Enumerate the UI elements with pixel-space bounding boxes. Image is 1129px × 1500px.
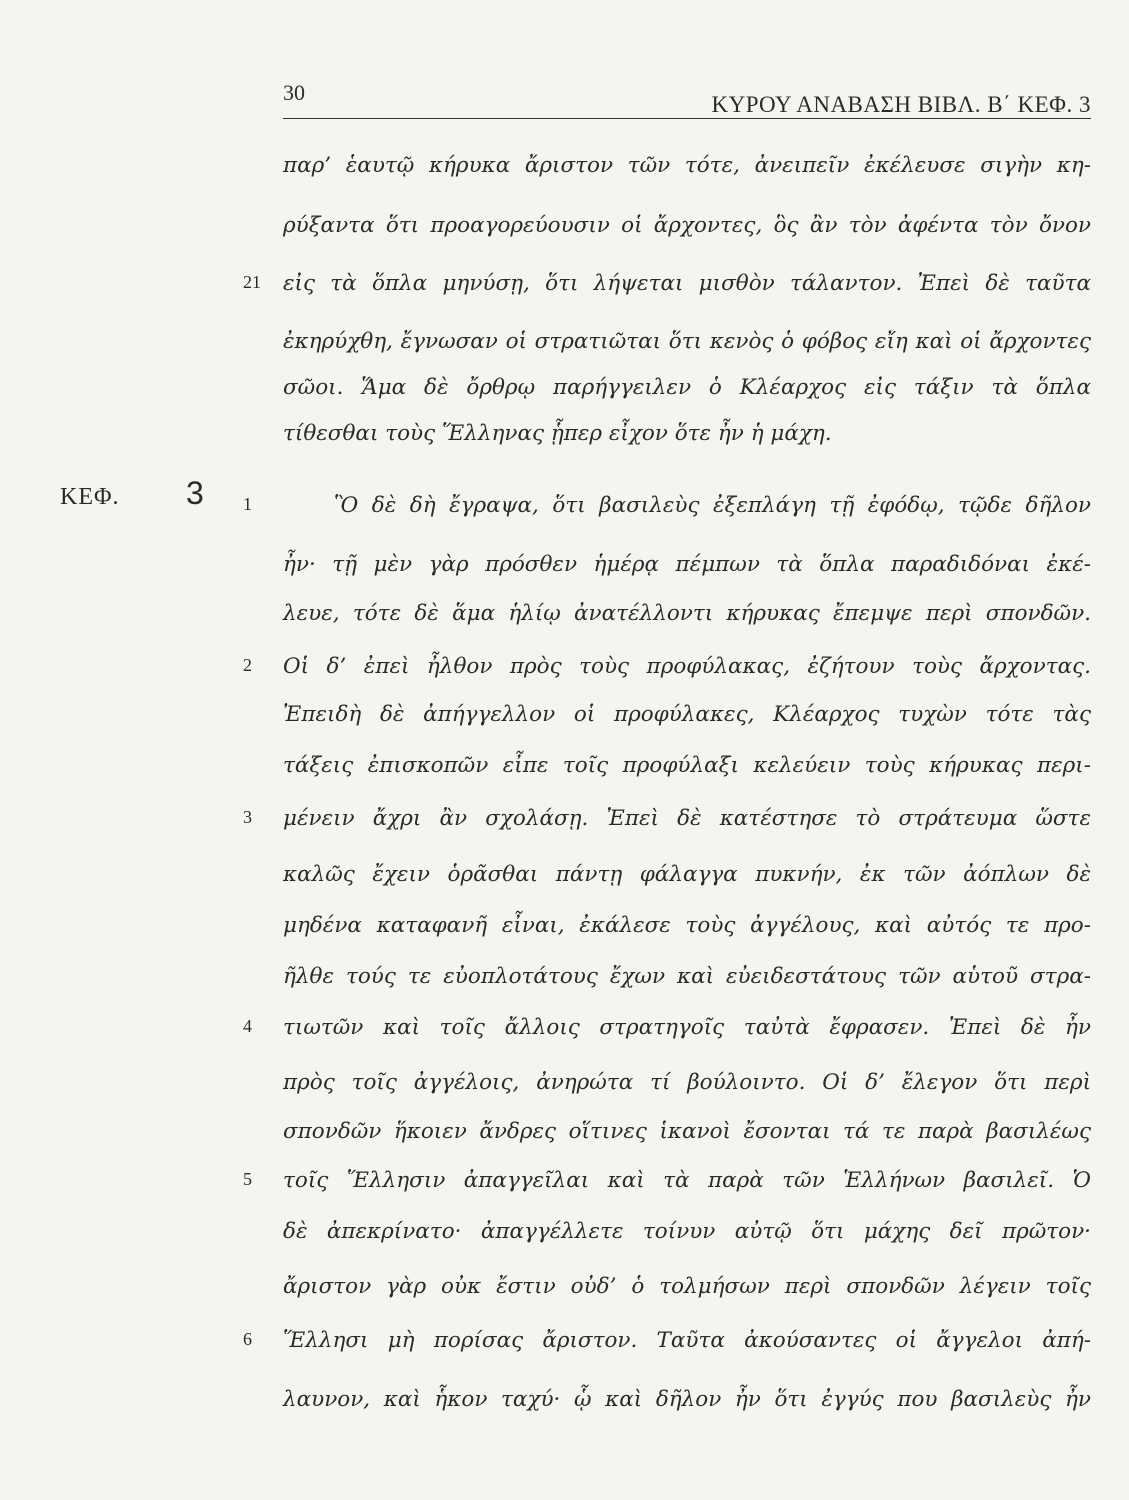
section-number: 6: [243, 1329, 252, 1349]
text-line: [0, 1380, 1129, 1420]
text-line: [0, 855, 1129, 895]
line-text: ρύξαντα ὅτι προαγορεύουσιν οἱ ἄρχοντες, ὃς ἂν τὸν ἀφέντα τὸν ὄνον: [283, 213, 1091, 238]
page-number: 30: [283, 80, 305, 105]
text-line: [0, 322, 1129, 362]
text-line: [0, 1063, 1129, 1103]
text-line: [0, 414, 1129, 454]
line-text: ἦν· τῇ μὲν γὰρ πρόσθεν ἡμέρᾳ πέμπων τὰ ὅπλα παραδιδόναι ἐκέ-: [283, 552, 1091, 577]
text-line: [0, 1112, 1129, 1152]
line-text: τίθεσθαι τοὺς Ἕλληνας ᾗπερ εἶχον ὅτε ἦν ἡ μάχη.: [283, 421, 832, 446]
running-head: ΚΥΡΟΥ ΑΝΑΒΑΣΗ ΒΙΒΛ. Β΄ ΚΕΦ. 3: [711, 92, 1091, 117]
text-line: [0, 368, 1129, 408]
text-line: [0, 957, 1129, 997]
line-text: Ὃ δὲ δὴ ἔγραψα, ὅτι βασιλεὺς ἐξεπλάγη τῇ ἐφόδῳ, τῷδε δῆλον: [334, 493, 1091, 518]
line-text: σπονδῶν ἥκοιεν ἄνδρες οἵτινες ἱκανοὶ ἔσονται τά τε παρὰ βασιλέως: [283, 1119, 1091, 1144]
text-line: [0, 1321, 1129, 1361]
text-line: [0, 1161, 1129, 1201]
text-line: [0, 1212, 1129, 1252]
text-line: [0, 545, 1129, 585]
chapter-number: 3: [186, 475, 204, 511]
page-header: [283, 78, 1091, 119]
text-line: [0, 206, 1129, 246]
line-text: λαυνον, καὶ ἧκον ταχύ· ᾧ καὶ δῆλον ἦν ὅτι ἐγγύς που βασιλεὺς ἦν: [283, 1387, 1091, 1412]
line-text: καλῶς ἔχειν ὁρᾶσθαι πάντῃ φάλαγγα πυκνήν, ἐκ τῶν ἀόπλων δὲ: [283, 862, 1091, 887]
section-number: 4: [243, 1016, 252, 1036]
text-line: [0, 799, 1129, 839]
text-line: [0, 486, 1129, 526]
text-line: [0, 647, 1129, 687]
text-line: [0, 264, 1129, 304]
section-number: 3: [243, 807, 252, 827]
line-text: Ἐπειδὴ δὲ ἀπήγγελλον οἱ προφύλακες, Κλέαρχος τυχὼν τότε τὰς: [283, 702, 1091, 727]
text-line: [0, 146, 1129, 186]
line-text: ἄριστον γὰρ οὐκ ἔστιν οὐδ’ ὁ τολμήσων περὶ σπονδῶν λέγειν τοῖς: [283, 1274, 1091, 1299]
chapter-label: ΚΕΦ.: [60, 484, 120, 510]
line-text: μένειν ἄχρι ἂν σχολάσῃ. Ἐπεὶ δὲ κατέστησε τὸ στράτευμα ὥστε: [283, 806, 1091, 831]
text-line: [0, 1267, 1129, 1307]
section-number: 21: [243, 272, 261, 292]
text-line: [0, 746, 1129, 786]
line-text: πρὸς τοῖς ἀγγέλοις, ἀνηρώτα τί βούλοιντο. Οἱ δ’ ἔλεγον ὅτι περὶ: [283, 1070, 1091, 1095]
line-text: δὲ ἀπεκρίνατο· ἀπαγγέλλετε τοίνυν αὐτῷ ὅτι μάχης δεῖ πρῶτον·: [283, 1219, 1091, 1244]
line-text: λευε, τότε δὲ ἅμα ἡλίῳ ἀνατέλλοντι κήρυκας ἔπεμψε περὶ σπονδῶν.: [283, 601, 1091, 626]
line-text: τοῖς Ἕλλησιν ἀπαγγεῖλαι καὶ τὰ παρὰ τῶν Ἑλλήνων βασιλεῖ. Ὁ: [283, 1168, 1091, 1193]
line-text: Ἕλλησι μὴ πορίσας ἄριστον. Ταῦτα ἀκούσαντες οἱ ἄγγελοι ἀπή-: [283, 1328, 1091, 1353]
text-line: [0, 906, 1129, 946]
line-text: τάξεις ἐπισκοπῶν εἶπε τοῖς προφύλαξι κελεύειν τοὺς κήρυκας περι-: [283, 753, 1091, 778]
line-text: παρ’ ἑαυτῷ κήρυκα ἄριστον τῶν τότε, ἀνειπεῖν ἐκέλευσε σιγὴν κη-: [283, 153, 1091, 178]
line-text: εἰς τὰ ὅπλα μηνύσῃ, ὅτι λήψεται μισθὸν τάλαντον. Ἐπεὶ δὲ ταῦτα: [283, 271, 1091, 296]
section-number: 1: [243, 494, 252, 514]
line-text: μηδένα καταφανῆ εἶναι, ἐκάλεσε τοὺς ἀγγέλους, καὶ αὐτός τε προ-: [283, 913, 1091, 938]
text-line: [0, 695, 1129, 735]
line-text: ῆλθε τούς τε εὐοπλοτάτους ἔχων καὶ εὐειδεστάτους τῶν αὑτοῦ στρα-: [283, 964, 1091, 989]
text-line: [0, 594, 1129, 634]
line-text: ἐκηρύχθη, ἔγνωσαν οἱ στρατιῶται ὅτι κενὸς ὁ φόβος εἴη καὶ οἱ ἄρχοντες: [283, 329, 1091, 354]
line-text: Οἱ δ’ ἐπεὶ ἦλθον πρὸς τοὺς προφύλακας, ἐζήτουν τοὺς ἄρχοντας.: [283, 654, 1091, 679]
section-number: 5: [243, 1169, 252, 1189]
line-text: σῶοι. Ἅμα δὲ ὄρθρῳ παρήγγειλεν ὁ Κλέαρχος εἰς τάξιν τὰ ὅπλα: [283, 375, 1091, 400]
text-line: [0, 1008, 1129, 1048]
line-text: τιωτῶν καὶ τοῖς ἄλλοις στρατηγοῖς ταὐτὰ ἔφρασεν. Ἐπεὶ δὲ ἦν: [283, 1015, 1091, 1040]
section-number: 2: [243, 655, 252, 675]
